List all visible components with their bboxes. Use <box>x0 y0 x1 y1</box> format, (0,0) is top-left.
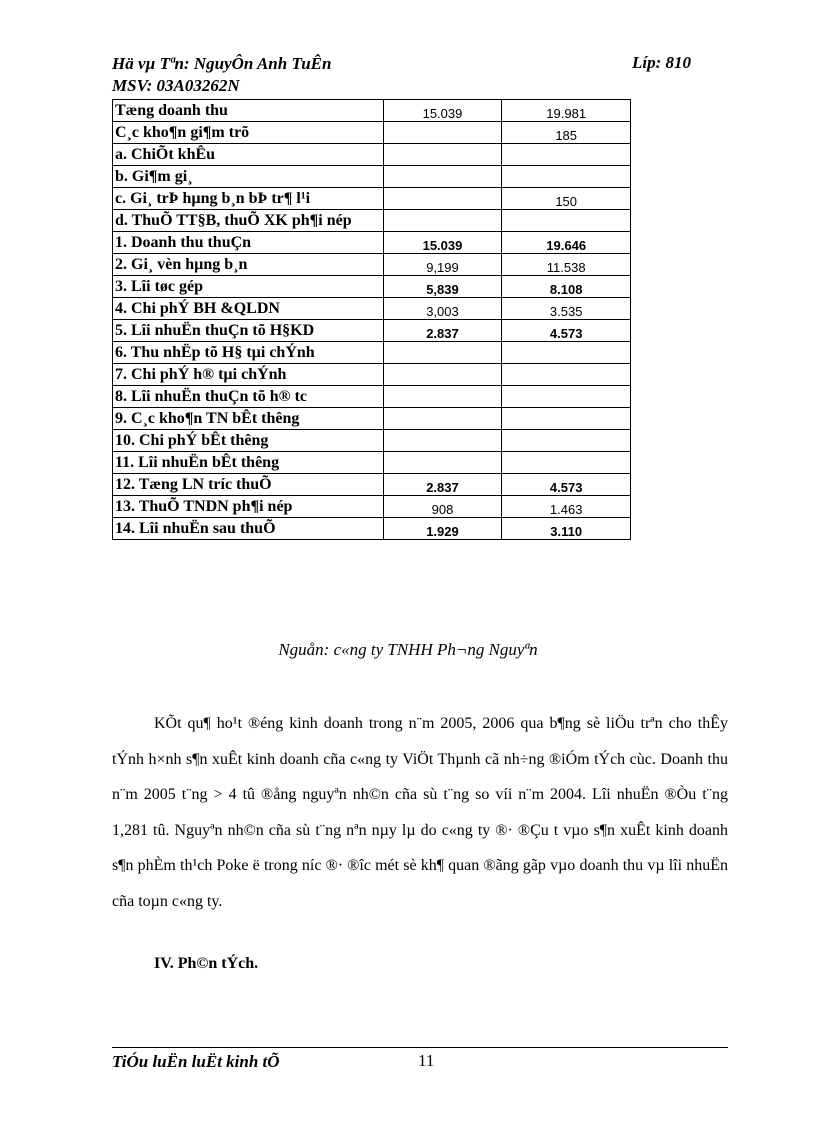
footer-rule <box>112 1047 728 1048</box>
row-label: 12. Tæng LN tríc thuÕ <box>113 474 384 496</box>
value-2005 <box>383 122 502 144</box>
value-2005: 2.837 <box>383 474 502 496</box>
row-label: 2. Gi¸ vèn hµng b¸n <box>113 254 384 276</box>
table-row <box>113 232 631 254</box>
table-row <box>113 276 631 298</box>
table-row <box>113 496 631 518</box>
table-row <box>113 144 631 166</box>
row-label: 7. Chi phÝ h® tµi chÝnh <box>113 364 384 386</box>
table-row <box>113 254 631 276</box>
value-2006 <box>502 210 631 232</box>
value-2006 <box>502 386 631 408</box>
value-2006: 11.538 <box>502 254 631 276</box>
row-label: 3. Lîi tøc gép <box>113 276 384 298</box>
table-row <box>113 320 631 342</box>
row-label: d. ThuÕ TT§B, thuÕ XK ph¶i nép <box>113 210 384 232</box>
row-label: 1. Doanh thu thuÇn <box>113 232 384 254</box>
row-label: 8. Lîi nhuËn thuÇn tõ h® tc <box>113 386 384 408</box>
value-2005 <box>383 188 502 210</box>
table-row <box>113 452 631 474</box>
row-label: 5. Lîi nhuËn thuÇn tõ H§KD <box>113 320 384 342</box>
value-2005 <box>383 342 502 364</box>
value-2006: 4.573 <box>502 320 631 342</box>
header-student-id: MSV: 03A03262N <box>112 76 240 95</box>
value-2005: 5,839 <box>383 276 502 298</box>
page-number: 11 <box>418 1051 435 1070</box>
table-row <box>113 386 631 408</box>
table-row <box>113 364 631 386</box>
row-label: b. Gi¶m gi¸ <box>113 166 384 188</box>
value-2005: 9,199 <box>383 254 502 276</box>
table-row <box>113 166 631 188</box>
header-class: Líp: 810 <box>631 53 691 72</box>
row-label: 14. Lîi nhuËn sau thuÕ <box>113 518 384 540</box>
row-label: c. Gi¸ trÞ hµng b¸n bÞ tr¶ l¹i <box>113 188 384 210</box>
value-2006 <box>502 144 631 166</box>
table-source: Nguån: c«ng ty TNHH Ph¬ng Nguyªn <box>278 640 538 659</box>
value-2006 <box>502 342 631 364</box>
table-row <box>113 210 631 232</box>
value-2006: 19.646 <box>502 232 631 254</box>
row-label: 10. Chi phÝ bÊt thêng <box>113 430 384 452</box>
value-2006 <box>502 408 631 430</box>
header-author: Hä vµ Tªn: NguyÔn Anh TuÊn <box>112 54 332 73</box>
value-2006: 8.108 <box>502 276 631 298</box>
value-2005: 908 <box>383 496 502 518</box>
value-2005 <box>383 364 502 386</box>
value-2006: 3.535 <box>502 298 631 320</box>
table-row <box>113 430 631 452</box>
value-2006 <box>502 430 631 452</box>
analysis-paragraph: KÕt qu¶ ho¹t ®éng kinh doanh trong n¨m 2005, 2006 qua b¶ng sè liÖu trªn cho thÊy tÝnh h×nh s¶n xuÊt kinh doanh cña c«ng ty ViÖt Thµnh cã nh÷ng ®iÓm tÝch cùc. Doanh thu n¨m 2005 t¨ng > 4 tû ®ång nguyªn nh©n cña sù t¨ng so víi n¨m 2004. Lîi nhuËn ®Òu t¨ng 1,281 tû. Nguyªn nh©n cña sù t¨ng nªn nµy lµ do c«ng ty ®· ®Çu t vµo s¶n xuÊt kinh doanh s¶n phÈm th¹ch Poke ë trong níc ®· ®îc mét sè kh¶ quan ®ãng gãp vµo doanh thu vµ lîi nhuËn cña toµn c«ng ty. <box>112 715 728 910</box>
table-row <box>113 408 631 430</box>
value-2005: 2.837 <box>383 320 502 342</box>
value-2005: 3,003 <box>383 298 502 320</box>
value-2005: 1.929 <box>383 518 502 540</box>
value-2005 <box>383 210 502 232</box>
table-row <box>113 474 631 496</box>
value-2006 <box>502 166 631 188</box>
row-label: 9. C¸c kho¶n TN bÊt thêng <box>113 408 384 430</box>
section-heading: IV. Ph©n tÝch. <box>154 955 259 972</box>
value-2005: 15.039 <box>383 232 502 254</box>
value-2005 <box>383 386 502 408</box>
value-2006: 150 <box>502 188 631 210</box>
table-row <box>113 342 631 364</box>
income-statement-table <box>112 99 631 540</box>
row-label: 6. Thu nhËp tõ H§ tµi chÝnh <box>113 342 384 364</box>
value-2006: 19.981 <box>502 100 631 122</box>
row-label: Tæng doanh thu <box>113 100 384 122</box>
value-2005 <box>383 144 502 166</box>
row-label: 13. ThuÕ TNDN ph¶i nép <box>113 496 384 518</box>
table-row <box>113 188 631 210</box>
table-row <box>113 100 631 122</box>
value-2006: 4.573 <box>502 474 631 496</box>
header-author-block <box>112 53 331 97</box>
footer-title: TiÓu luËn luËt kinh tÕ <box>112 1052 280 1071</box>
value-2006: 3.110 <box>502 518 631 540</box>
value-2005 <box>383 166 502 188</box>
row-label: C¸c kho¶n gi¶m trõ <box>113 122 384 144</box>
row-label: 11. Lîi nhuËn bÊt thêng <box>113 452 384 474</box>
value-2005 <box>383 408 502 430</box>
value-2005 <box>383 452 502 474</box>
table-row <box>113 518 631 540</box>
value-2005: 15.039 <box>383 100 502 122</box>
row-label: a. ChiÕt khÊu <box>113 144 384 166</box>
value-2006 <box>502 452 631 474</box>
value-2006: 185 <box>502 122 631 144</box>
value-2006 <box>502 364 631 386</box>
table-row <box>113 122 631 144</box>
table-row <box>113 298 631 320</box>
value-2005 <box>383 430 502 452</box>
value-2006: 1.463 <box>502 496 631 518</box>
row-label: 4. Chi phÝ BH &QLDN <box>113 298 384 320</box>
